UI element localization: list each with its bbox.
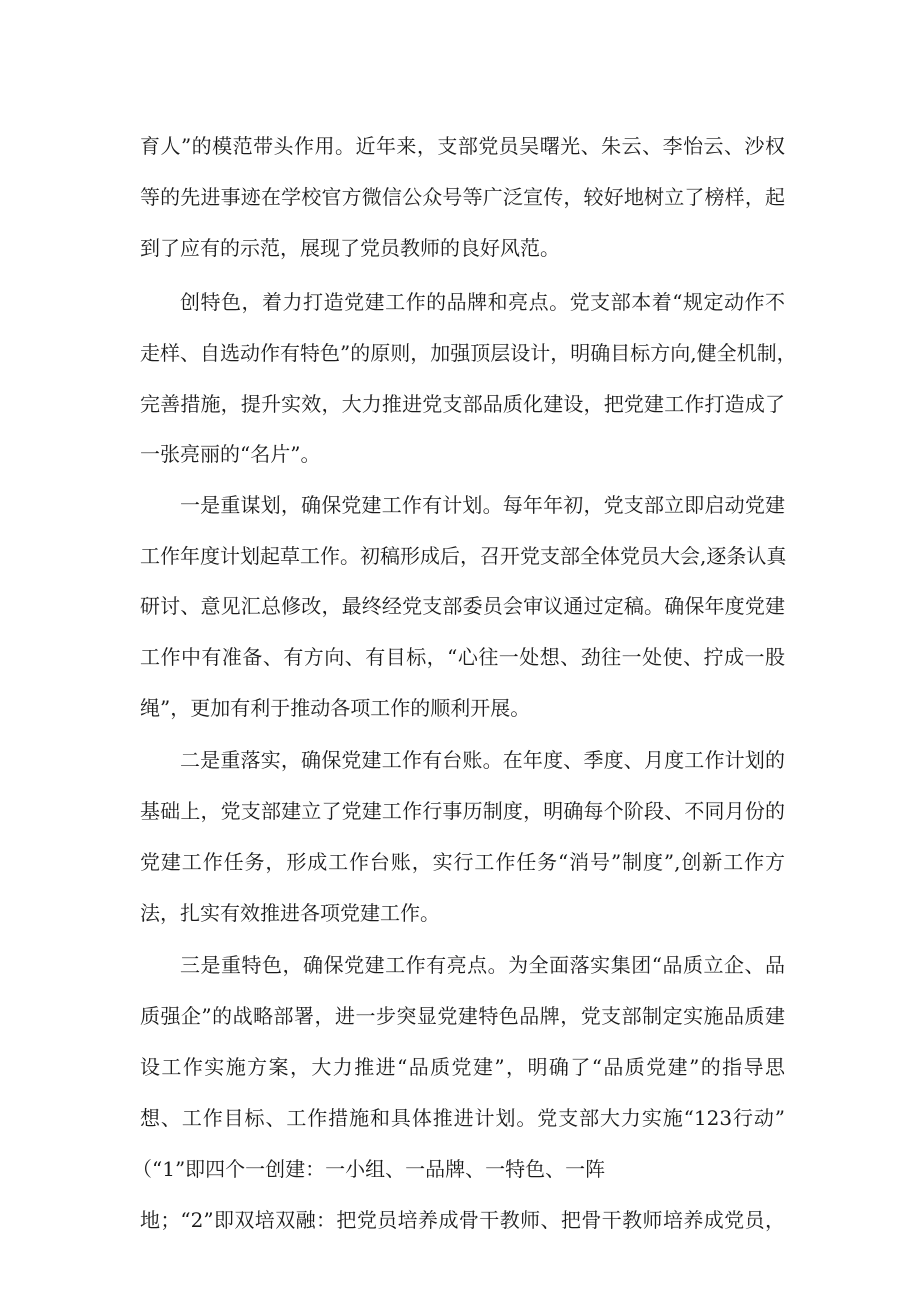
text-line: 工作中有准备、有方向、有目标，“心往一处想、劲往一处使、拧成一股 (140, 645, 785, 669)
text-line: 想、工作目标、工作措施和具体推进计划。党支部大力实施“123行动” (140, 1106, 785, 1130)
text-line: （“1”即四个一创建：一小组、一品牌、一特色、一阵 (132, 1157, 606, 1181)
text-line: 法，扎实有效推进各项党建工作。 (140, 901, 440, 925)
text-line: 一是重谋划，确保党建工作有计划。每年年初，党支部立即启动党建 (180, 493, 785, 517)
text-line: 三是重特色，确保党建工作有亮点。为全面落实集团“品质立企、品 (180, 953, 785, 977)
text-line: 质强企”的战略部署，进一步突显党建特色品牌，党支部制定实施品质建 (140, 1004, 785, 1028)
text-line: 党建工作任务，形成工作台账，实行工作任务“消号”制度”,创新工作方 (140, 850, 785, 874)
text-line: 完善措施，提升实效，大力推进党支部品质化建设，把党建工作打造成了 (140, 392, 785, 416)
text-line: 绳”，更加有利于推动各项工作的顺利开展。 (140, 696, 531, 720)
text-line: 设工作实施方案，大力推进“品质党建”，明确了“品质党建”的指导思 (140, 1055, 785, 1079)
text-line: 工作年度计划起草工作。初稿形成后，召开党支部全体党员大会,逐条认真 (140, 544, 787, 568)
text-line: 地；“2”即双培双融：把党员培养成骨干教师、把骨干教师培养成党员， (140, 1208, 785, 1232)
text-line: 育人”的模范带头作用。近年来，支部党员吴曙光、朱云、李怡云、沙权 (140, 134, 785, 158)
text-line: 基础上，党支部建立了党建工作行事历制度，明确每个阶段、不同月份的 (140, 799, 785, 823)
text-line: 创特色，着力打造党建工作的品牌和亮点。党支部本着“规定动作不 (180, 290, 785, 314)
text-line: 研讨、意见汇总修改，最终经党支部委员会审议通过定稿。确保年度党建 (140, 594, 785, 618)
text-line: 二是重落实，确保党建工作有台账。在年度、季度、月度工作计划的 (180, 748, 785, 772)
text-line: 走样、自选动作有特色”的原则，加强顶层设计，明确目标方向,健全机制， (140, 341, 797, 365)
text-line: 到了应有的示范，展现了党员教师的良好风范。 (140, 236, 560, 260)
text-line: 一张亮丽的“名片”。 (140, 442, 321, 466)
text-line: 等的先进事迹在学校官方微信公众号等广泛宣传，较好地树立了榜样，起 (140, 185, 785, 209)
